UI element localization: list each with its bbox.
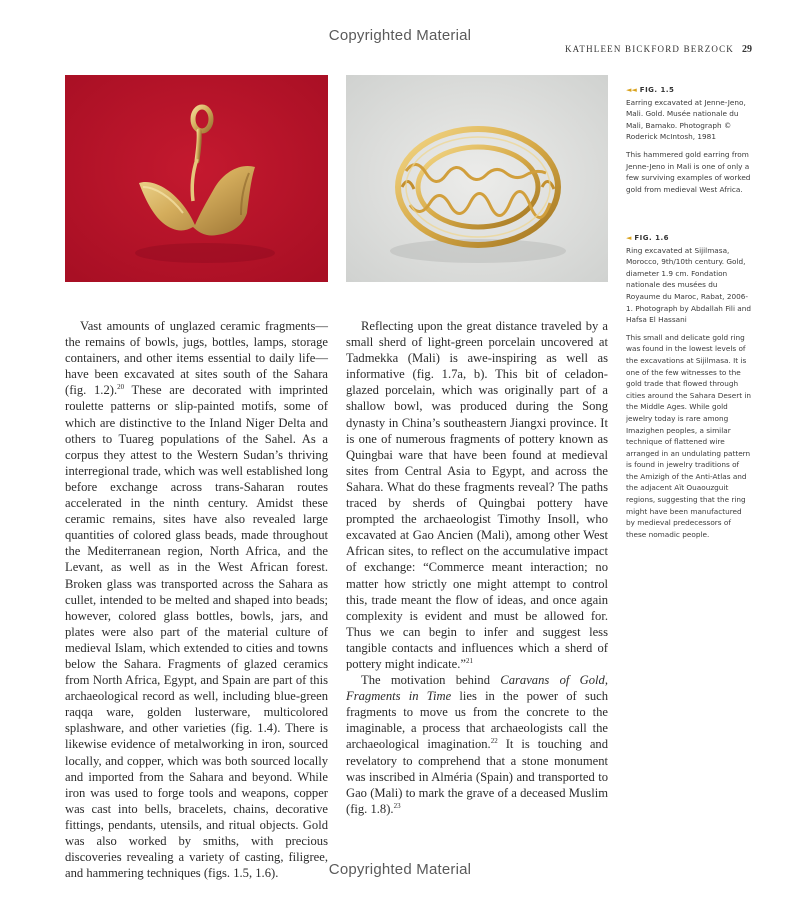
body-paragraph-3: The motivation behind Caravans of Gold, Fragments in Time lies in the power of such fragments to move us from the concrete to the imaginable, a process that archaeologists call the archaeological imagination.$^{22}$ It is touching and revelatory to comprehend that a stone monument was inscribed in Alméria (Spain) and transported to Gao (Mali) to mark the grave of a deceased Muslim (fig. 1.8).$^{23}$ bbox=[346, 673, 609, 816]
fig-label-1-5: FIG. 1.5 bbox=[639, 86, 675, 94]
footnote-ref-23: 23 bbox=[393, 801, 401, 810]
arrow-left-icon: ◄◄ bbox=[626, 86, 637, 94]
ring-illustration bbox=[346, 75, 608, 282]
fig-description-1-5: This hammered gold earring from Jenne-Jeno in Mali is one of only a few surviving examples of worked gold from medieval West Africa. bbox=[626, 149, 751, 194]
body-paragraph-2: Reflecting upon the great distance traveled by a small sherd of light-green porcelain uncovered at Tadmekka (Mali) is awe-inspiring as well as informative (fig. 1.7a, b). This bit of celadon-glazed porcelain, which was originally part of a shallow bowl, was produced during the Song dynasty in China’s southeastern Jiangxi province. It is one of numerous fragments of pottery known as Quingbai ware that have been found at medieval sites from Central Asia to Egypt, and across the Sahara. What do these fragments reveal? The paths traced by sherds of Quingbai pottery have prompted the archaeologist Timothy Insoll, who excavated at Gao Ancien (Mali), among other West African sites, to reflect on the accumulative impact of exchange: “Commerce meant interaction; no matter how strictly one might attempt to control this, trade meant the flow of ideas, and once again complexity is evident and must be allowed for. Thus we can begin to infer and suggest less tangible contacts and influences which a sherd of pottery might indicate.”$^{21}$ bbox=[346, 319, 608, 671]
page-number: 29 bbox=[742, 44, 752, 55]
arrow-left-icon: ◄ bbox=[626, 234, 632, 242]
caption-fig-1-6 bbox=[626, 232, 752, 540]
fig-caption-1-5: Earring excavated at Jenne-Jeno, Mali. Gold. Musée nationale du Mali, Bamako. Photograph © Roderick McIntosh, 1981 bbox=[626, 97, 746, 142]
fig-description-1-6: This small and delicate gold ring was found in the lowest levels of the excavations at Sijilmasa. It is one of the few witnesses to the gold trade that flowed through cities around the Sahara Desert in the Middle Ages. While gold jewelry today is rare among Imazighen peoples, a similar technique of flattened wire arranged in an undulating pattern is found in jewelry traditions of the Amizigh of the Anti-Atlas and the adjacent Aït Ouaouzguit regions, suggesting that the ring might have been manufactured by medieval predecessors of these nomadic people. bbox=[626, 332, 752, 539]
watermark-bottom: Copyrighted Material bbox=[328, 861, 472, 878]
fig-label-1-6: FIG. 1.6 bbox=[634, 234, 670, 242]
fig-caption-1-6: Ring excavated at Sijilmasa, Morocco, 9th/10th century. Gold, diameter 1.9 cm. Fondation nationale des musées du Royaume du Maroc, Rabat, 2006-1. Photograph by Abdallah Fili and Hafsa El Hassani bbox=[626, 245, 752, 325]
footnote-ref-22: 22 bbox=[490, 737, 498, 746]
body-paragraph-1: Vast amounts of unglazed ceramic fragments—the remains of bowls, jugs, bottles, lamps, storage containers, and other items essential to daily life—have been excavated at sites south of the Sahara (fig. 1.2).$^{20}$ These are decorated with imprinted roulette patterns or slip-painted motifs, some of which are distinctive to the Inland Niger Delta and others to Tuareg populations of the Sahel. As a corpus they attest to the Western Sudan’s thriving interregional trade, which was well established long before exchange across trans-Saharan routes accelerated in the ninth century. Amidst these ceramic remains, sites have also revealed large quantities of colored glass beads, made throughout the Mediterranean region, North Africa, and the Levant, as well as in the West African forest. Broken glass was transported across the Sahara as cullet, intended to be melted and shaped into beads; however, colored glass bottles, bowls, jars, and plates were also part of the material culture of medieval Islam, which extended to cities and towns below the Sahara. Fragments of glazed ceramics from North Africa, Egypt, and Spain are part of this archaeological record as well, including blue-green raqqa ware, golden lusterware, multicolored splashware, and other varieties (fig. 1.4). There is likewise evidence of metalworking in iron, sourced locally, and copper, which was both sourced locally and imported from the Sahara and beyond. While iron was used to forge tools and weapons, copper was cast into bells, bracelets, chains, decorative fittings, pendants, utensils, and ritual objects. Gold was also worked by smiths, with precious discoveries revealing a variety of casting, filigree, and hammering techniques (figs. 1.5, 1.6). bbox=[65, 319, 328, 881]
figure-1-6-ring-photo bbox=[346, 75, 608, 282]
caption-fig-1-5 bbox=[626, 84, 752, 195]
body-column-middle bbox=[346, 318, 608, 817]
running-head-author: KATHLEEN BICKFORD BERZOCK bbox=[564, 44, 734, 54]
footnote-ref-21: 21 bbox=[465, 656, 473, 665]
watermark-top: Copyrighted Material bbox=[328, 27, 472, 44]
exhibition-title: Caravans of Gold, Fragments in Time bbox=[346, 673, 608, 704]
footnote-ref-20: 20 bbox=[117, 383, 125, 392]
body-column-left bbox=[65, 318, 328, 881]
earring-illustration bbox=[65, 75, 328, 282]
running-head bbox=[565, 44, 752, 55]
figure-1-5-earring-photo bbox=[65, 75, 328, 282]
